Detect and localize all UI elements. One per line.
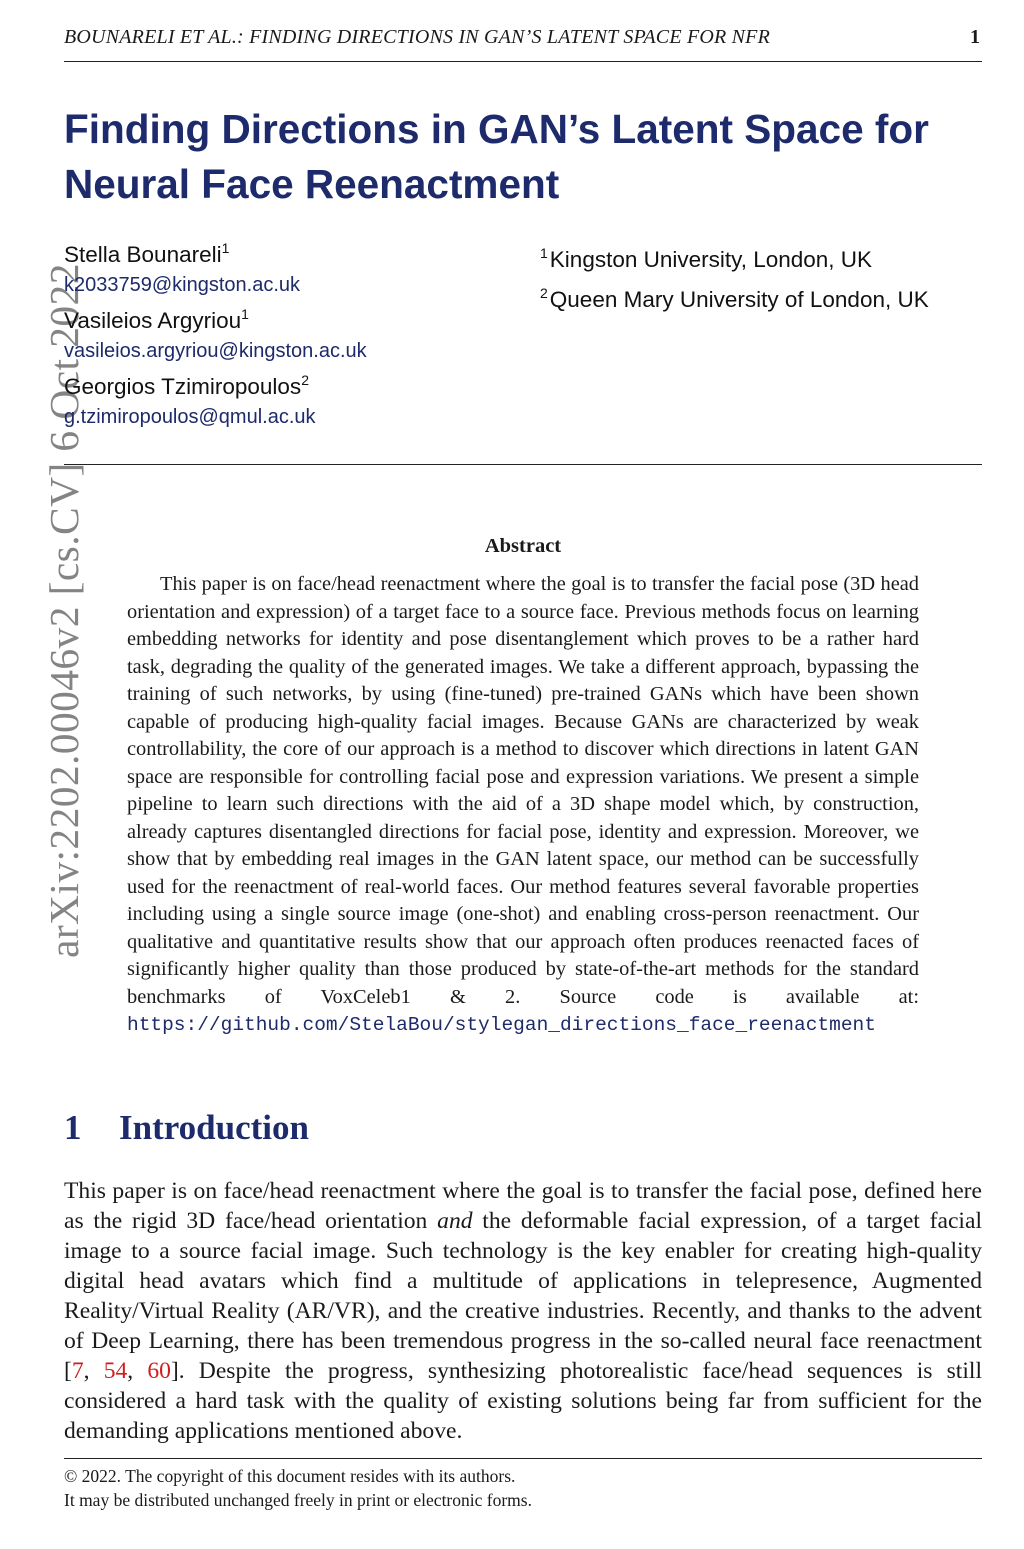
author-affiliation-mark: 1 [241, 306, 249, 322]
running-header [64, 26, 982, 54]
abstract-text: This paper is on face/head reenactment where the goal is to transfer the facial pose (3D head orientation and expression) of a target face to a source face. Previous methods focus on learning embedding networks for identity and pose disentanglement which proves to be a rather hard task, degrading the quality of the generated images. We take a different approach, bypassing the training of such networks, by using (fine-tuned) pre-trained GANs which have been shown capable of producing high-quality facial images. Because GANs are characterized by weak controllability, the core of our approach is a method to discover which directions in latent GAN space are responsible for controlling facial pose and expression variations. We present a simple pipeline to learn such directions with the aid of a 3D shape model which, by construction, already captures disentangled directions for facial pose, identity and expression. Moreover, we show that by embedding real images in the GAN latent space, our method can be successfully used for the reenactment of real-world faces. Our method features several favorable properties including using a single source image (one-shot) and enabling cross-person reenactment. Our qualitative and quantitative results show that our approach often produces reenacted faces of significantly higher quality than those produced by state-of-the-art methods for the standard benchmarks of VoxCeleb1 & 2. Source code is available at: [127, 573, 919, 1008]
author-name-text: Vasileios Argyriou [64, 308, 242, 333]
author-email[interactable]: vasileios.argyriou@kingston.ac.uk [64, 340, 367, 362]
introduction-body: This paper is on face/head reenactment where the goal is to transfer the facial pose, defined here as the rigid 3D face/head orientation and the deformable facial expression, of a target facial image to a source facial image. Such technology is the key enabler for creating high-quality digital head avatars which find a multitude of applications in telepresence, Augmented Reality/Virtual Reality (AR/VR), and the creative industries. Recently, and thanks to the advent of Deep Learning, there has been tremendous progress in the so-called neural face reenactment [7, 54, 60]. Despite the progress, synthesizing photorealistic face/head sequences is still considered a hard task with the quality of existing solutions being far from sufficient for the demanding applications mentioned above. [64, 1178, 983, 1444]
affiliation-text: Kingston University, London, UK [549, 247, 873, 272]
affiliation [540, 240, 990, 280]
author-name [64, 372, 534, 402]
arxiv-stamp: arXiv:2202.00046v2 [cs.CV] 6 Oct 2022 [41, 263, 87, 958]
author-name [64, 240, 534, 270]
page-number: 1 [970, 26, 980, 48]
header-rule [64, 61, 982, 62]
authors-rule [64, 464, 982, 465]
section-number: 1 [64, 1108, 82, 1147]
citation-link[interactable]: 7 [71, 1358, 84, 1384]
paper-title-line-1: Finding Directions in GAN’s Latent Space for [64, 106, 929, 152]
author-email[interactable]: k2033759@kingston.ac.uk [64, 274, 301, 296]
affiliation-text: Queen Mary University of London, UK [549, 287, 929, 312]
footer-rule [64, 1458, 982, 1459]
intro-text: This paper is on face/head reenactment where the goal is to transfer the facial pose, defined here as the rigid 3D face/head orientation [64, 1178, 982, 1234]
author-affiliation-mark: 1 [221, 240, 230, 256]
section-title: Introduction [119, 1108, 309, 1147]
abstract-body [127, 571, 919, 1040]
copyright-footer [64, 1464, 982, 1512]
intro-emphasis: and [437, 1208, 473, 1234]
abstract-heading: Abstract [484, 535, 562, 557]
source-code-link[interactable]: https://github.com/StelaBou/stylegan_directions_face_reenactment [127, 1014, 876, 1036]
affiliation [540, 280, 990, 320]
affiliation-mark: 1 [540, 245, 548, 261]
distribution-line: It may be distributed unchanged freely in print or electronic forms. [64, 1490, 532, 1510]
affiliation-mark: 2 [540, 285, 548, 301]
intro-text: ]. Despite the progress, synthesizing photorealistic face/head sequences is still considered a hard task with the quality of existing solutions being far from sufficient for the demanding applications mentioned above. [64, 1358, 983, 1444]
paper-title [64, 102, 1004, 212]
section-heading [64, 1108, 309, 1148]
affiliation-list [540, 240, 990, 320]
citation-link[interactable]: 60 [147, 1358, 171, 1384]
author-name-text: Georgios Tzimiropoulos [64, 374, 302, 399]
paper-title-line-2: Neural Face Reenactment [64, 161, 560, 207]
author-name [64, 306, 534, 336]
copyright-line: © 2022. The copyright of this document resides with its authors. [64, 1466, 516, 1486]
intro-text: the deformable facial expression, of a target facial image to a source facial image. Such technology is the key enabler for creating high-quality digital head avatars which find a multitude of applications in telepresence, Augmented Reality/Virtual Reality (AR/VR), and the creative industries. Recently, and thanks to the advent of Deep Learning, there has been tremendous progress in the so-called neural face reenactment [ [64, 1208, 983, 1384]
author-name-text: Stella Bounareli [64, 242, 222, 267]
author-affiliation-mark: 2 [301, 372, 309, 388]
author-list [64, 240, 534, 438]
citation-link[interactable]: 54 [103, 1358, 128, 1384]
author-email[interactable]: g.tzimiropoulos@qmul.ac.uk [64, 406, 316, 428]
running-title: BOUNARELI ET AL.: FINDING DIRECTIONS IN GAN’S LATENT SPACE FOR NFR [64, 26, 771, 48]
